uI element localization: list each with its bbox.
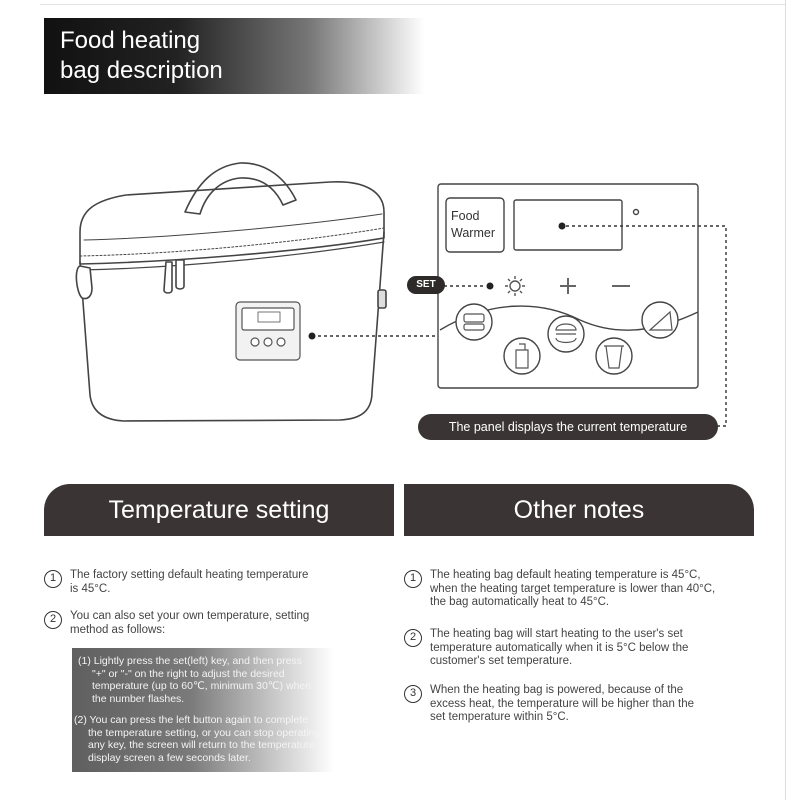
text-line: excess heat, the temperature will be higher than the [430,697,695,710]
header-title [60,26,223,86]
text-line: method as follows: [70,623,166,636]
text-line: is 45°C. [70,582,111,595]
number-badge: 2 [404,629,422,647]
right-item-3 [404,684,694,725]
text-line: "+" or "-" on the right to adjust the desired [92,667,285,680]
bag-buckle [76,266,92,299]
food-warmer-label [451,208,495,242]
pizza-icon [642,302,678,338]
right-item-1 [404,569,715,610]
header-banner [44,18,424,94]
text-line: display screen a few seconds later. [88,751,251,764]
text-line: (1) Lightly press the set(left) key, and then press [78,655,302,667]
bag-control-panel [236,302,300,360]
bag-lid [80,182,384,264]
step-2 [74,714,320,764]
number-badge: 1 [404,570,422,588]
text-line: the number flashes. [92,692,185,705]
number-badge: 3 [404,685,422,703]
right-item-2 [404,628,688,669]
food-warmer-line2: Warmer [451,226,495,240]
text-line: The heating bag will start heating to the user's set [430,628,683,640]
other-notes-banner: Other notes [404,484,754,536]
left-item-2-text [70,610,309,637]
left-item-1-text [70,569,308,596]
text-line: You can also set your own temperature, setting [70,610,310,622]
temperature-setting-banner: Temperature setting [44,484,394,536]
text-line: When the heating bag is powered, because of the [430,684,684,696]
text-line: set temperature within 5°C. [430,711,569,723]
left-item-2 [44,610,309,637]
text-line: when the heating target temperature is lower than 40°C, [430,582,716,595]
text-line: the temperature setting, or you can stop operating [88,726,321,739]
text-line: the bag automatically heat to 45°C. [430,596,610,608]
right-item-1-text [430,569,715,610]
right-item-3-text [430,684,694,725]
set-tag: SET [407,276,445,294]
text-line: The heating bag default heating temperature is 45°C, [430,569,701,581]
text-line: The factory setting default heating temperature [70,569,309,581]
step-1 [78,655,311,705]
top-border [40,4,786,5]
text-line: any key, the screen will return to the temperature [88,739,315,752]
left-item-1 [44,569,308,596]
bag-body [80,232,384,421]
food-warmer-line1: Food [451,209,480,223]
bag-illustration [0,100,800,460]
text-line: (2) You can press the left button again to complete [74,714,309,726]
bag-zipper [80,228,384,256]
right-item-2-text [430,628,688,669]
number-badge: 1 [44,570,62,588]
text-line: temperature (up to 60℃, minimum 30℃) when [92,680,312,693]
header-title-line1: Food heating [60,27,201,54]
zipper-pull [164,262,172,293]
panel-caption: The panel displays the current temperature [418,414,718,440]
text-line: customer's set temperature. [430,655,573,667]
number-badge: 2 [44,611,62,629]
text-line: temperature automatically when it is 5°C below the [430,641,689,654]
header-title-line2: bag description [60,57,223,84]
